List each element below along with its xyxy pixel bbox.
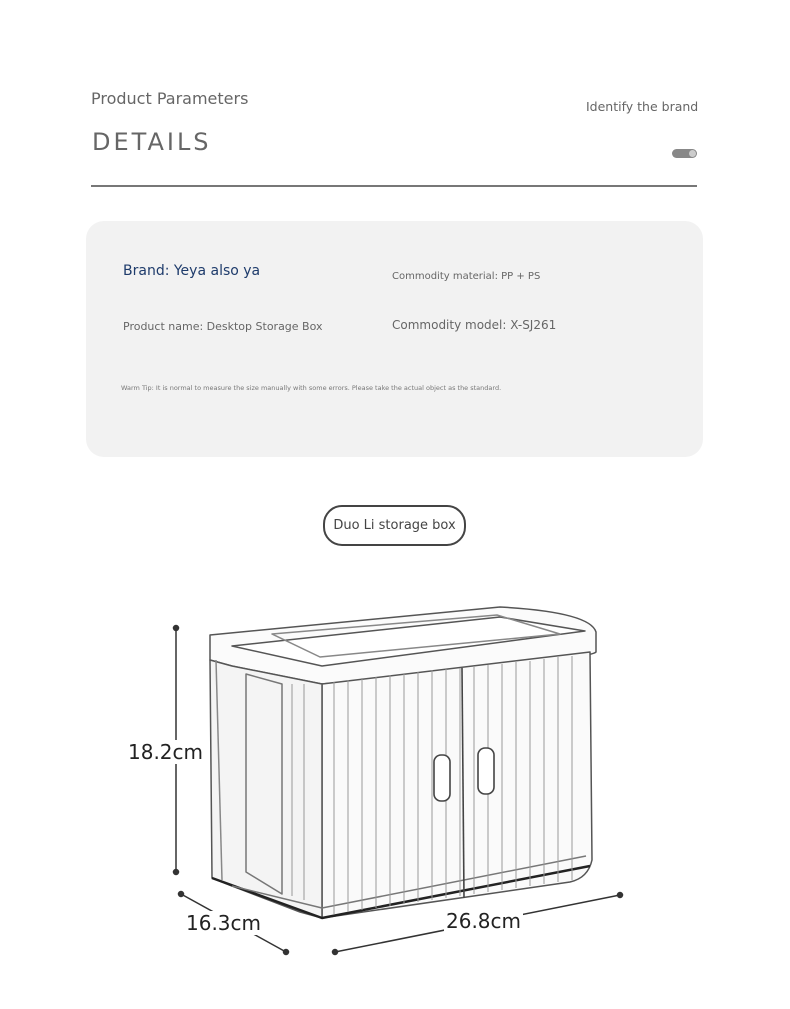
material-text: Commodity material: PP + PS [392,271,541,282]
width-dimension: 26.8cm [446,909,522,933]
depth-dimension: 16.3cm [186,911,262,935]
product-name-text: Product name: Desktop Storage Box [123,320,323,333]
brand-text: Brand: Yeya also ya [123,263,261,279]
section-subtitle: Product Parameters [91,89,249,108]
product-label-text: Duo Li storage box [333,518,456,533]
model-text: Commodity model: X-SJ261 [392,318,557,332]
identify-brand-link[interactable]: Identify the brand [586,99,699,114]
warm-tip-text: Warm Tip: It is normal to measure the size manually with some errors. Please take the actual object as the standard. [121,384,502,392]
section-title: DETAILS [92,128,212,156]
height-dimension: 18.2cm [128,740,204,764]
